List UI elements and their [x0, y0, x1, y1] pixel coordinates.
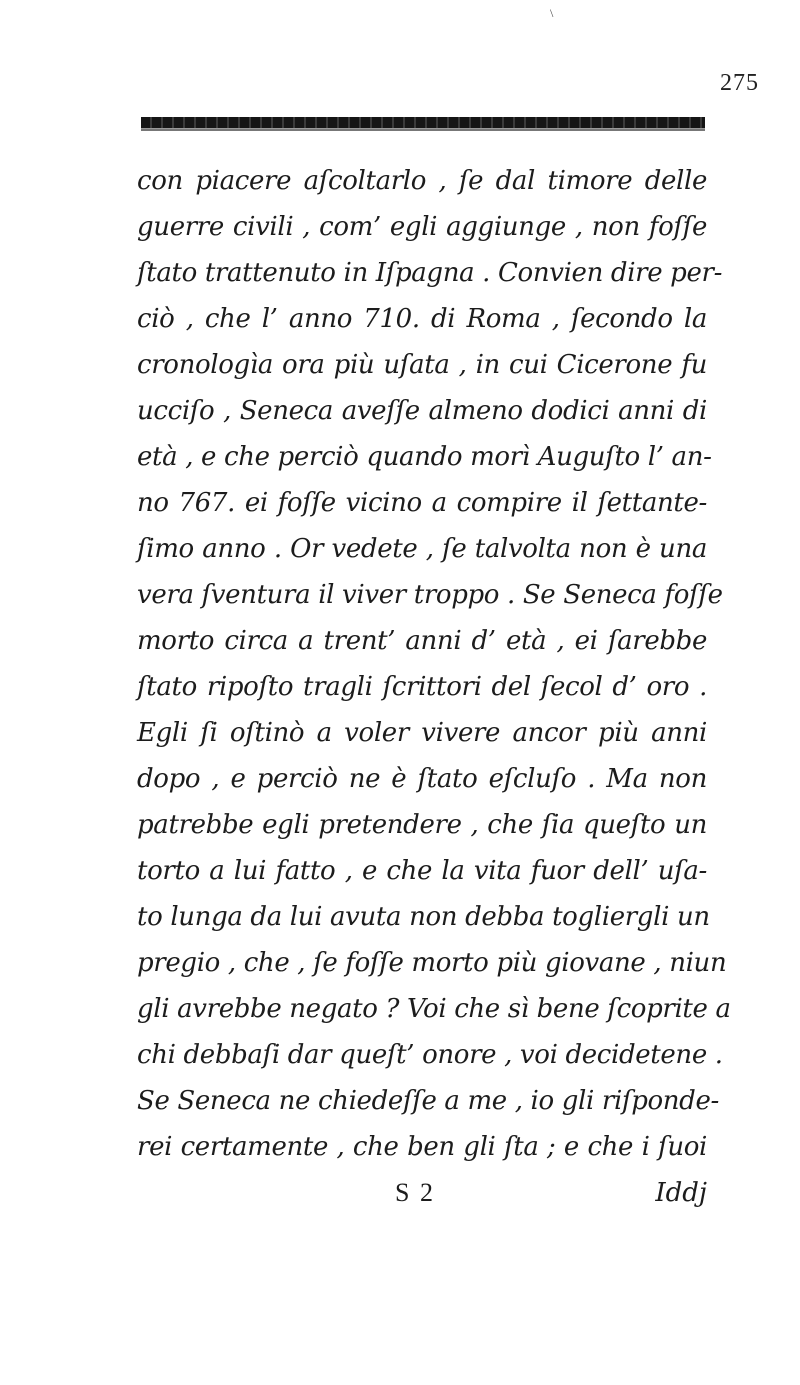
- text-line: guerre civili , com’ egli aggiunge , non foſſe: [137, 212, 707, 242]
- header-rule: [141, 117, 705, 129]
- text-line: ſtato trattenuto in Iſpagna . Convien dire per-: [137, 258, 723, 288]
- signature-mark: S 2: [395, 1178, 435, 1207]
- text-line: patrebbe egli pretendere , che ſia queſto un: [137, 810, 707, 840]
- text-line: dopo , e perciò ne è ſtato eſcluſo . Ma non: [137, 764, 707, 794]
- text-line: ſtato ripoſto tragli ſcrittori del ſecol d’ oro .: [137, 672, 707, 702]
- text-line: ciò , che l’ anno 710. di Roma , ſecondo la: [137, 304, 707, 334]
- text-line: Egli ſi oſtinò a voler vivere ancor più anni: [137, 718, 707, 748]
- text-line: chi debbaſi dar queſt’ onore , voi decidetene .: [137, 1040, 723, 1070]
- text-line: no 767. ei foſſe vicino a compire il ſettante-: [137, 488, 707, 518]
- text-line: torto a lui fatto , e che la vita fuor dell’ uſa-: [137, 856, 707, 886]
- text-line: to lunga da lui avuta non debba togliergli un: [137, 902, 710, 932]
- text-line: età , e che perciò quando morì Auguſto l’ an-: [137, 442, 712, 472]
- text-line: morto circa a trent’ anni d’ età , ei ſarebbe: [137, 626, 707, 656]
- text-body: [137, 158, 731, 1216]
- page-number: 275: [720, 70, 759, 96]
- catchword: Iddj: [655, 1178, 707, 1208]
- text-line: ucciſo , Seneca aveſſe almeno dodici anni di: [137, 396, 707, 426]
- text-line: ſimo anno . Or vedete , ſe talvolta non è una: [137, 534, 707, 564]
- text-line: vera ſventura il viver troppo . Se Seneca foſſe: [137, 580, 723, 610]
- text-line: cronologìa ora più uſata , in cui Cicerone fu: [137, 350, 707, 380]
- text-line: rei certamente , che ben gli ſta ; e che i ſuoi: [137, 1132, 707, 1162]
- text-line: gli avrebbe negato ? Voi che sì bene ſcoprite a: [137, 994, 731, 1024]
- text-line: pregio , che , ſe foſſe morto più giovane , niun: [137, 948, 727, 978]
- page-footer: [137, 1170, 707, 1216]
- top-mark: \: [550, 6, 554, 20]
- text-line: Se Seneca ne chiedeſſe a me , io gli riſponde-: [137, 1086, 719, 1116]
- text-line: con piacere aſcoltarlo , ſe dal timore delle: [137, 166, 707, 196]
